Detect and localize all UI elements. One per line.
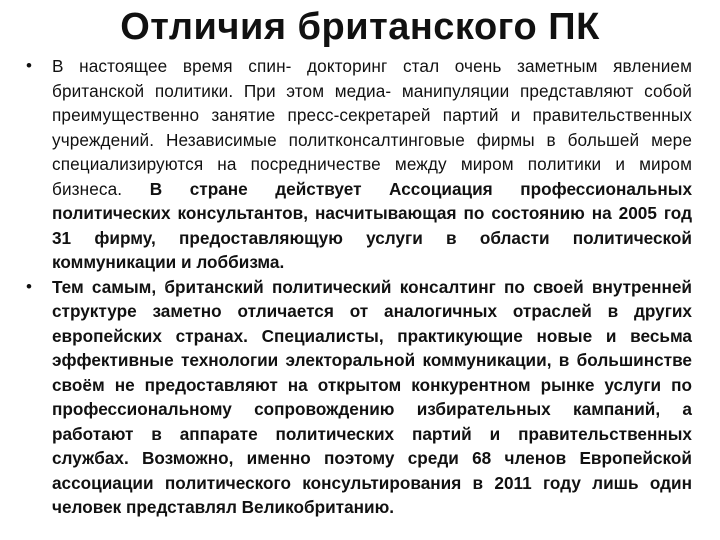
bullet-1-text: В настоящее время спин- докторинг стал очень заметным явлением британской политики. При этом медиа- манипуляции представляют собой преимущественно занятие пресс-секретарей партий и правительственных учреждений. Независимые политконсалтинговые фирмы в большей мере специализируются на посредничестве между миром политики и миром бизнеса. xyxy=(52,56,692,199)
bullet-marker: • xyxy=(26,276,32,296)
slide-title: Отличия британского ПК xyxy=(120,6,600,48)
bullet-item-2 xyxy=(22,275,692,520)
bullet-2-bold-text: Тем самым, британский политический консалтинг по своей внутренней структуре заметно отличается от аналогичных отраслей в других европейских странах. Специалисты, практикующие новые и весьма эффективные технологии электоральной коммуникации, в большинстве своём не предоставляют на открытом конкурентном рынке услуги по профессиональному сопровождению избирательных кампаний, а работают в аппарате политических партий и правительственных службах. Возможно, именно поэтому среди 68 членов Европейской ассоциации политического консультирования в 2011 году лишь один человек представлял Великобританию. xyxy=(52,276,692,517)
bullet-1-bold-text: В стране действует Ассоциация профессиональных политических консультантов, насчитывающая по состоянию на 2005 год 31 фирму, предоставляющую услуги в области политической коммуникации и лоббизма. xyxy=(52,178,692,272)
slide-content xyxy=(22,54,692,520)
bullet-marker: • xyxy=(26,56,32,75)
bullet-item-1 xyxy=(22,54,692,275)
